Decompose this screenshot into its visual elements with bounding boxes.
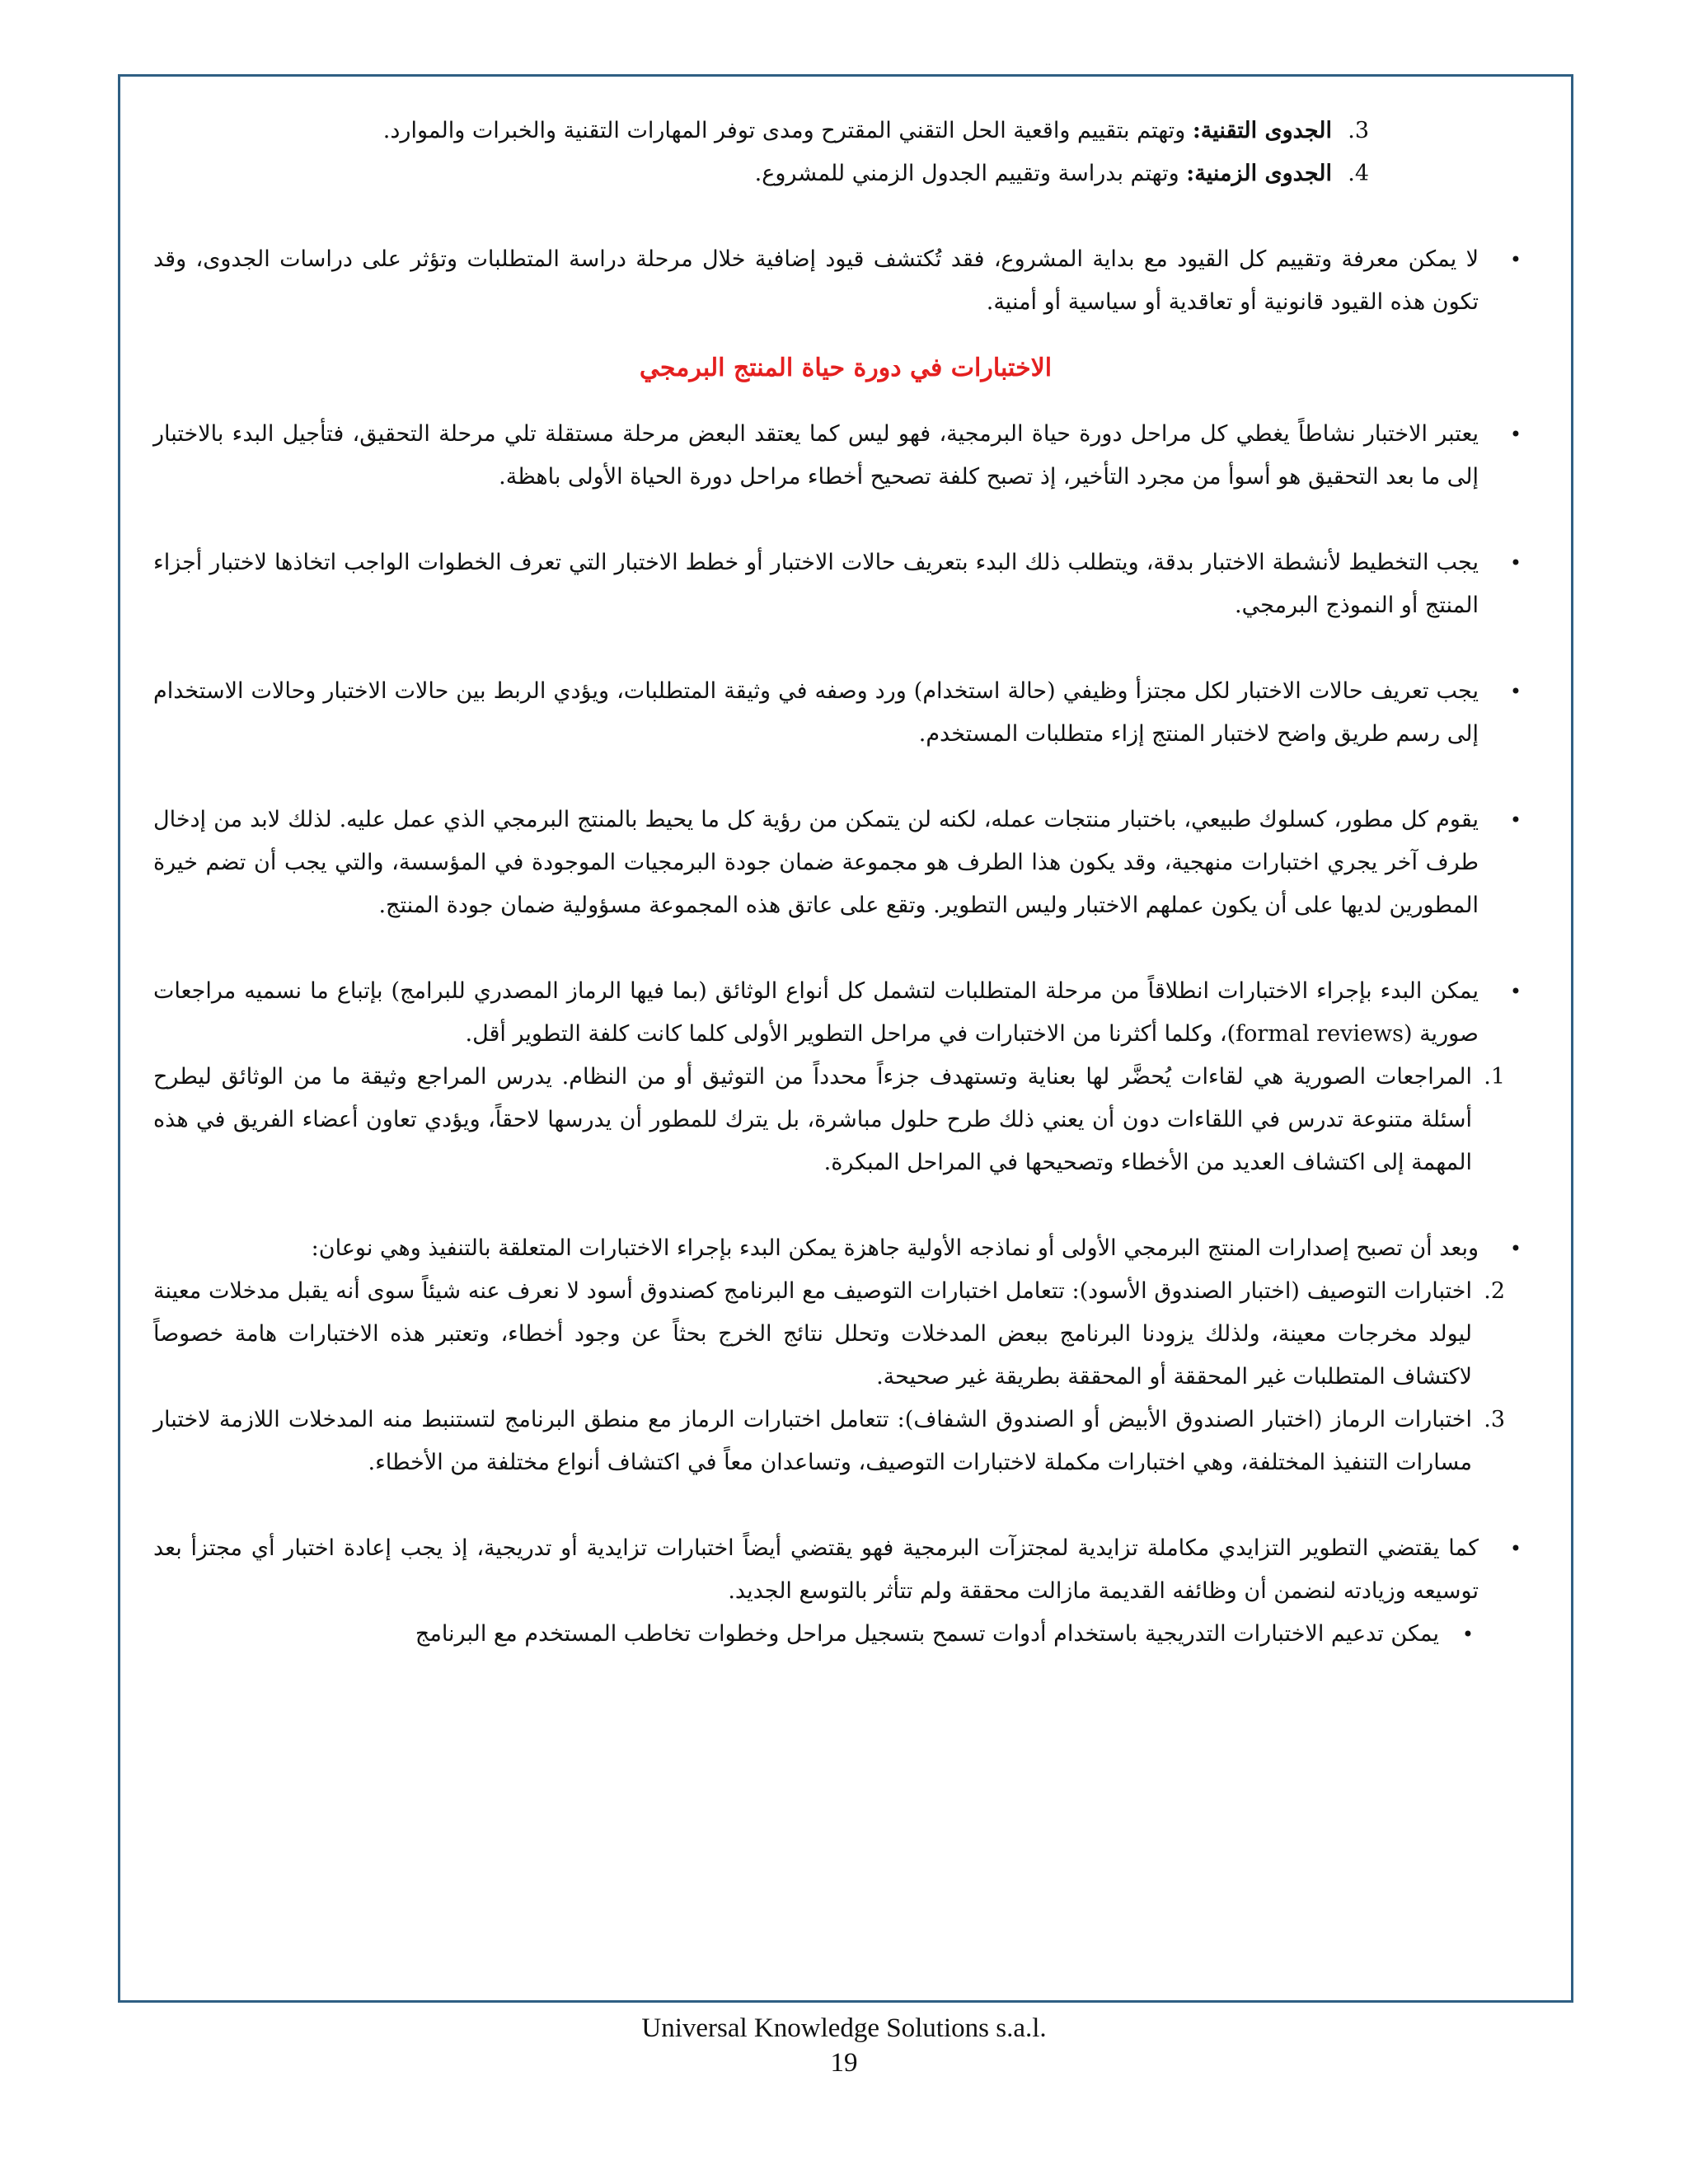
bullet-item (153, 541, 1538, 627)
bullet-icon: • (1509, 423, 1522, 446)
execution-tests-bullet (153, 1227, 1538, 1270)
bullet-icon: • (1509, 248, 1522, 271)
item-number: 4. (1348, 161, 1369, 186)
bullet-text: يقوم كل مطور، كسلوك طبيعي، باختبار منتجات عمله، لكنه لن يتمكن من رؤية كل ما يحيط بالمنتج البرمجي الذي عمل عليه. لذلك لابد من إدخال طرف آخر يجري اختبارات منهجية، وقد يكون هذا الطرف هو مجموعة ضمان جودة البرمجيات الموجودة في المؤسسة، والتي يجب أن تضم خيرة المطورين لديها على أن يكون عملهم الاختبار وليس التطوير. وتقع على عاتق هذه المجموعة مسؤولية ضمان جودة المنتج. (153, 807, 1479, 918)
item-term: الجدوى الزمنية: (1186, 161, 1332, 186)
bullet-text: كما يقتضي التطوير التزايدي مكاملة تزايدية لمجتزآت البرمجية فهو يقتضي أيضاً اختبارات تزايدية أو تدريجية، إذ يجب إعادة اختبار أي مجتزأ بعد توسيعه وزيادته لنضمن أن وظائفه القديمة مازالت محققة ولم تتأثر بالتوسع الجديد. (153, 1535, 1479, 1604)
item-text: اختبارات التوصيف (اختبار الصندوق الأسود): تتعامل اختبارات التوصيف مع البرنامج كصندوق أسود لا نعرف عنه شيئاً سوى أنه يقبل مدخلات معينة ليولد مخرجات معينة، ولذلك يزودنا البرنامج ببعض المدخلات وتحلل نتائج الخرج بحثاً عن وجود أخطاء، وتعتبر هذه الاختبارات هامة خصوصاً لاكتشاف المتطلبات غير المحققة أو المحققة بطريقة غير صحيحة. (153, 1278, 1472, 1390)
item-term: الجدوى التقنية: (1192, 118, 1332, 143)
formal-reviews-item (153, 1056, 1538, 1184)
feasibility-item-technical (153, 110, 1538, 152)
bullet-text: يجب تعريف حالات الاختبار لكل مجتزأ وظيفي (حالة استخدام) ورد وصفه في وثيقة المتطلبات، ويؤدي الربط بين حالات الاختبار وحالات الاستخدام إلى رسم طريق واضح لاختبار المنتج إزاء متطلبات المستخدم. (153, 678, 1479, 747)
section-heading: الاختبارات في دورة حياة المنتج البرمجي (639, 354, 1053, 382)
bullet-text: يجب التخطيط لأنشطة الاختبار بدقة، ويتطلب ذلك البدء بتعريف حالات الاختبار أو خطط الاختبار التي تعرف الخطوات الواجب اتخاذها لاختبار أجزاء المنتج أو النموذج البرمجي. (153, 550, 1479, 618)
page-frame (118, 74, 1573, 2003)
bullet-icon: • (1509, 1537, 1522, 1560)
bullet-icon: • (1509, 551, 1522, 574)
sub-bullet-item (153, 1613, 1538, 1656)
item-text: المراجعات الصورية هي لقاءات يُحضَّر لها بعناية وتستهدف جزءاً محدداً من التوثيق أو من النظام. يدرس المراجع وثيقة ما من الوثائق ليطرح أسئلة متنوعة تدرس في اللقاءات دون أن يعني ذلك طرح حلول مباشرة، بل يترك للمطور أن يدرسها لاحقاً، ويؤدي تعاون أعضاء الفريق في هذه المهمة إلى اكتشاف العديد من الأخطاء وتصحيحها في المراحل المبكرة. (153, 1064, 1472, 1175)
bullet-item (153, 670, 1538, 756)
item-number: 3. (1484, 1407, 1505, 1432)
page-number: 19 (830, 2048, 858, 2078)
item-text: اختبارات الرماز (اختبار الصندوق الأبيض أو الصندوق الشفاف): تتعامل اختبارات الرماز مع منطق البرنامج لتستنبط منه المدخلات اللازمة لاختبار مسارات التنفيذ المختلفة، وهي اختبارات مكملة لاختبارات التوصيف، وتساعدان معاً في اكتشاف أنواع مختلفة من الأخطاء. (153, 1407, 1472, 1475)
item-number: 1. (1484, 1064, 1505, 1090)
bullet-item (153, 799, 1538, 927)
item-number: 2. (1484, 1278, 1505, 1304)
bullet-text: وبعد أن تصبح إصدارات المنتج البرمجي الأولى أو نماذجه الأولية جاهزة يمكن البدء بإجراء الاختبارات المتعلقة بالتنفيذ وهي نوعان: (311, 1235, 1479, 1261)
bullet-icon: • (1509, 980, 1522, 1003)
bullet-text: يعتبر الاختبار نشاطاً يغطي كل مراحل دورة حياة البرمجية، فهو ليس كما يعتقد البعض مرحلة مستقلة تلي مرحلة التحقيق، فتأجيل البدء بالاختبار إلى ما بعد التحقيق هو أسوأ من مجرد التأخير، إذ تصبح كلفة تصحيح أخطاء مراحل دورة الحياة الأولى باهظة. (153, 421, 1479, 490)
page-footer (0, 2011, 1688, 2080)
bullet-icon: • (1509, 680, 1522, 703)
bullet-text: لا يمكن معرفة وتقييم كل القيود مع بداية المشروع، فقد تُكتشف قيود إضافية خلال مرحلة دراسة المتطلبات وتؤثر على دراسات الجدوى، وقد تكون هذه القيود قانونية أو تعاقدية أو سياسية أو أمنية. (153, 246, 1479, 315)
footer-company: Universal Knowledge Solutions s.a.l. (641, 2013, 1047, 2043)
item-text: وتهتم بدراسة وتقييم الجدول الزمني للمشروع. (754, 161, 1187, 186)
item-text: وتهتم بتقييم واقعية الحل التقني المقترح ومدى توفر المهارات التقنية والخبرات والموارد. (382, 118, 1193, 143)
page-content (153, 110, 1538, 1656)
bullet-icon: • (1509, 808, 1522, 832)
black-box-item (153, 1270, 1538, 1399)
white-box-item (153, 1399, 1538, 1484)
incremental-testing-bullet (153, 1527, 1538, 1613)
item-number: 3. (1348, 118, 1369, 143)
bullet-icon: • (1461, 1623, 1474, 1646)
feasibility-item-schedule (153, 152, 1538, 195)
constraints-bullet (153, 238, 1538, 324)
bullet-text: يمكن البدء بإجراء الاختبارات انطلاقاً من مرحلة المتطلبات لتشمل كل أنواع الوثائق (بما فيها الرماز المصدري للبرامج) بإتباع ما نسميه مراجعات صورية (formal reviews)، وكلما أكثرنا من الاختبارات في مراحل التطوير الأولى كلما كانت كلفة التطوير أقل. (153, 978, 1479, 1047)
bullet-text: يمكن تدعيم الاختبارات التدريجية باستخدام أدوات تسمح بتسجيل مراحل وخطوات تخاطب المستخدم مع البرنامج (415, 1621, 1439, 1647)
bullet-icon: • (1509, 1237, 1522, 1260)
bullet-item (153, 970, 1538, 1056)
bullet-item (153, 413, 1538, 499)
